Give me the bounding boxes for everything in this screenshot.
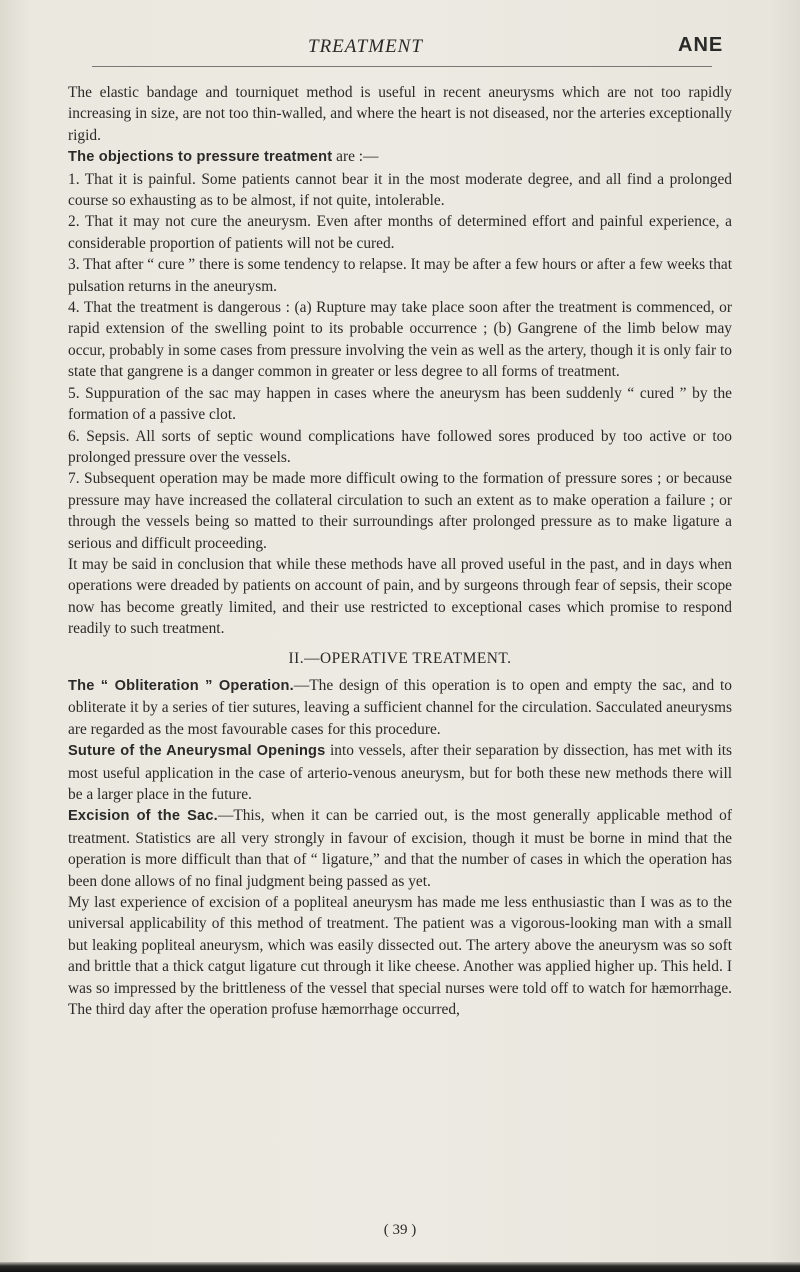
list-item: 1. That it is painful. Some patients cannot bear it in the most moderate degree, and all find a prolonged course so exhausting as to be almost, if not quite, intolerable. bbox=[68, 170, 732, 210]
list-item: 3. That after “ cure ” there is some tendency to relapse. It may be after a few hours or after a few weeks that pulsation returns in the aneurysm. bbox=[68, 256, 732, 295]
paragraph bbox=[68, 740, 732, 805]
paragraph-text: —The design of this operation is to open and empty the sac, and to obliterate it by a series of tier sutures, leaving a sufficient channel for the circulation. Sacculated aneurysms are regarded as the most favourable cases for this procedure. bbox=[68, 676, 732, 738]
paragraph bbox=[68, 146, 732, 168]
paragraph: My last experience of excision of a popliteal aneurysm has made me less enthusiastic than I was as to the universal applicability of this method of treatment. The patient was a vigorous-looking man with a small but leaking popliteal aneurysm, which was easily dissected out. The artery above the aneurysm was so soft and brittle that a thick catgut ligature cut through it like cheese. Another was applied higher up. This held. I was so impressed by the brittleness of the vessel that special nurses were told off to watch for hæmorrhage. The third day after the operation profuse hæmorrhage occurred, bbox=[68, 894, 732, 1019]
inline-heading: The “ Obliteration ” Operation. bbox=[68, 677, 294, 694]
inline-heading: Excision of the Sac. bbox=[68, 808, 218, 825]
body-text bbox=[68, 82, 732, 1020]
bottom-edge bbox=[0, 1262, 800, 1272]
list-item: 4. That the treatment is dangerous : (a) Rupture may take place soon after the treatment is commenced, or rapid extension of the swelling point to its probable occurrence ; (b) Gangrene of the limb below may occur, probably in some cases from pressure involving the vein as well as the artery, though it is only fair to state that gangrene is a danger common in greater or less degree to all forms of treatment. bbox=[68, 299, 732, 381]
inline-heading: Suture of the Aneurysmal Openings bbox=[68, 743, 326, 760]
running-title: TREATMENT bbox=[308, 36, 423, 57]
paragraph: The elastic bandage and tourniquet method is useful in recent aneurysms which are not too rapidly increasing in size, are not too thin-walled, and where the heart is not diseased, nor the arteries exceptionally rigid. bbox=[68, 84, 732, 144]
paragraph-text: into vessels, after their separation by dissection, has met with its most useful application in the case of arterio-venous aneurysm, but for both these new methods there will be a larger place in the future. bbox=[68, 742, 732, 803]
page-number: ( 39 ) bbox=[383, 1222, 417, 1238]
paragraph bbox=[68, 805, 732, 892]
paragraph: It may be said in conclusion that while these methods have all proved useful in the past, and in days when operations were dreaded by patients on account of pain, and by surgeons through fear of sepsis, their scope now has become greatly limited, and their use restricted to exceptional cases which promise to respond readily to such treatment. bbox=[68, 555, 732, 638]
list-item: 2. That it may not cure the aneurysm. Even after months of determined effort and painful experience, a considerable proportion of patients will not be cured. bbox=[68, 213, 732, 252]
list-item: 5. Suppuration of the sac may happen in cases where the aneurysm has been suddenly “ cured ” by the formation of a passive clot. bbox=[68, 384, 732, 424]
header-rule bbox=[92, 66, 712, 67]
paragraph-text: —This, when it can be carried out, is the most generally applicable method of treatment. Statistics are all very strongly in favour of excision, though it must be borne in mind that the operation is more difficult than that of “ ligature,” and that the number of cases in which the operation has been done allows of no final judgment being passed as yet. bbox=[68, 807, 732, 890]
list-item: 7. Subsequent operation may be made more difficult owing to the formation of pressure sores ; or because pressure may have increased the collateral circulation to such an extent as to make operation a failure ; or through the vessels being so matted to their surroundings after prolonged pressure as to make ligature a serious and difficult proceeding. bbox=[68, 470, 732, 552]
list-item: 6. Sepsis. All sorts of septic wound complications have followed sores produced by too active or too prolonged pressure over the vessels. bbox=[68, 427, 732, 466]
paragraph bbox=[68, 675, 732, 740]
running-head bbox=[0, 36, 800, 66]
paragraph-text: are :— bbox=[332, 148, 379, 166]
inline-heading: The objections to pressure treatment bbox=[68, 149, 333, 166]
section-heading: II.—OPERATIVE TREATMENT. bbox=[288, 649, 512, 667]
running-abbr: ANE bbox=[678, 34, 724, 56]
